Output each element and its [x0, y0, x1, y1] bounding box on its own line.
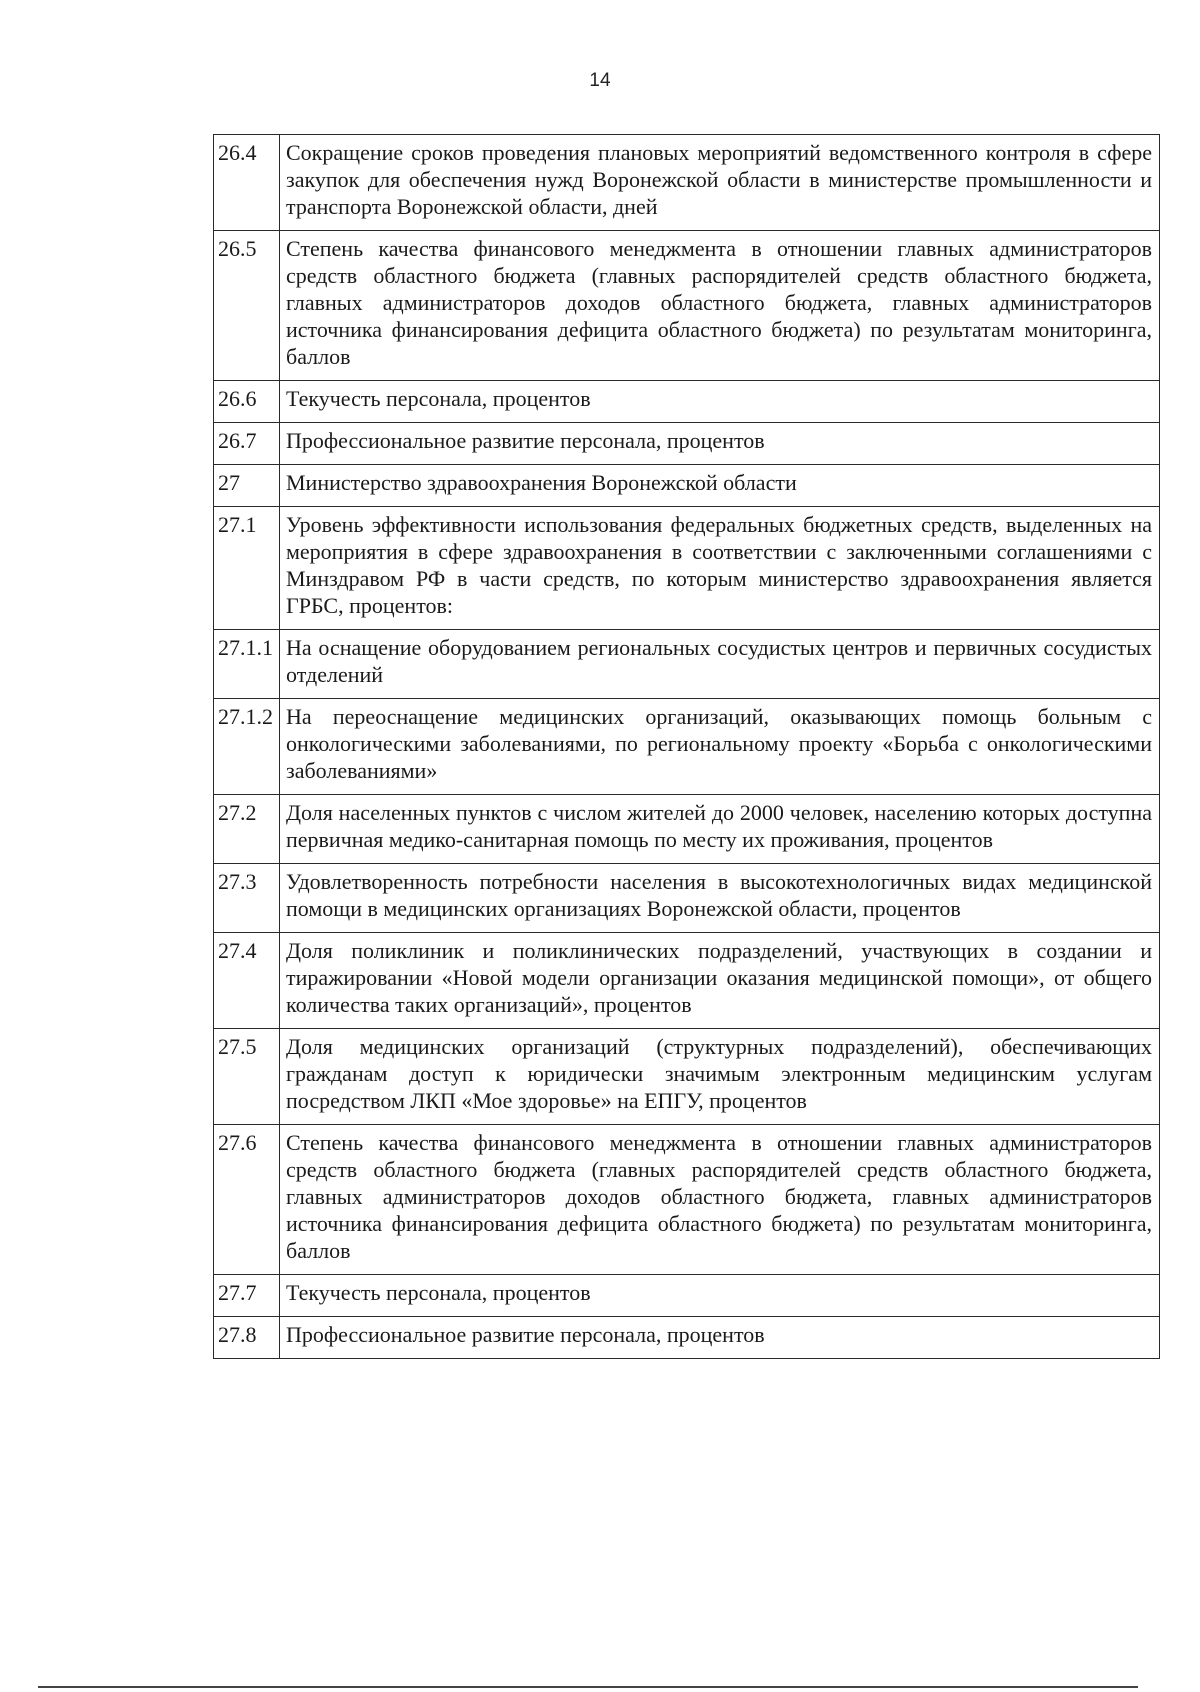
table-row [214, 1275, 1160, 1317]
row-number: 26.5 [214, 231, 280, 381]
table-row [214, 795, 1160, 864]
row-text: Профессиональное развитие персонала, процентов [280, 1317, 1160, 1359]
row-text: На оснащение оборудованием региональных сосудистых центров и первичных сосудистых отделений [280, 630, 1160, 699]
row-number: 26.6 [214, 381, 280, 423]
page-number: 14 [589, 70, 611, 91]
row-text: На переоснащение медицинских организаций, оказывающих помощь больным с онкологическими заболеваниями, по региональному проекту «Борьба с онкологическими заболеваниями» [280, 699, 1160, 795]
row-text: Доля медицинских организаций (структурных подразделений), обеспечивающих гражданам доступ к юридически значимым электронным медицинским услугам посредством ЛКП «Мое здоровье» на ЕПГУ, процентов [280, 1029, 1160, 1125]
table-row [214, 630, 1160, 699]
table-row [214, 507, 1160, 630]
table-row [214, 1029, 1160, 1125]
row-number: 27.3 [214, 864, 280, 933]
row-number: 27.5 [214, 1029, 280, 1125]
row-text: Профессиональное развитие персонала, процентов [280, 423, 1160, 465]
table-row [214, 933, 1160, 1029]
scan-edge-line [38, 1686, 1138, 1688]
row-number: 27.7 [214, 1275, 280, 1317]
row-number: 27.8 [214, 1317, 280, 1359]
row-number: 27.2 [214, 795, 280, 864]
table-row [214, 465, 1160, 507]
table-row [214, 1125, 1160, 1275]
row-number: 27.1.2 [214, 699, 280, 795]
row-number: 27.6 [214, 1125, 280, 1275]
row-text: Удовлетворенность потребности населения в высокотехнологичных видах медицинской помощи в медицинских организациях Воронежской области, процентов [280, 864, 1160, 933]
row-text: Уровень эффективности использования федеральных бюджетных средств, выделенных на мероприятия в сфере здравоохранения в соответствии с заключенными соглашениями с Минздравом РФ в части средств, по которым министерство здравоохранения является ГРБС, процентов: [280, 507, 1160, 630]
row-number: 26.4 [214, 135, 280, 231]
row-text: Доля населенных пунктов с числом жителей до 2000 человек, населению которых доступна первичная медико-санитарная помощь по месту их проживания, процентов [280, 795, 1160, 864]
row-text: Доля поликлиник и поликлинических подразделений, участвующих в создании и тиражировании «Новой модели организации оказания медицинской помощи», от общего количества таких организаций», процентов [280, 933, 1160, 1029]
row-text: Сокращение сроков проведения плановых мероприятий ведомственного контроля в сфере закупок для обеспечения нужд Воронежской области в министерстве промышленности и транспорта Воронежской области, дней [280, 135, 1160, 231]
row-number: 26.7 [214, 423, 280, 465]
indicators-table-body [214, 135, 1160, 1359]
row-text: Степень качества финансового менеджмента в отношении главных администраторов средств областного бюджета (главных распорядителей средств областного бюджета, главных администраторов доходов областного бюджета, главных администраторов источника финансирования дефицита областного бюджета) по результатам мониторинга, баллов [280, 1125, 1160, 1275]
table-row [214, 381, 1160, 423]
row-number: 27.1 [214, 507, 280, 630]
row-number: 27.4 [214, 933, 280, 1029]
row-text: Текучесть персонала, процентов [280, 1275, 1160, 1317]
table-row [214, 1317, 1160, 1359]
table-row [214, 135, 1160, 231]
row-text: Министерство здравоохранения Воронежской области [280, 465, 1160, 507]
row-text: Текучесть персонала, процентов [280, 381, 1160, 423]
row-text: Степень качества финансового менеджмента в отношении главных администраторов средств областного бюджета (главных распорядителей средств областного бюджета, главных администраторов доходов областного бюджета, главных администраторов источника финансирования дефицита областного бюджета) по результатам мониторинга, баллов [280, 231, 1160, 381]
indicators-table [213, 134, 1160, 1359]
table-row [214, 423, 1160, 465]
table-row [214, 864, 1160, 933]
row-number: 27 [214, 465, 280, 507]
table-row [214, 231, 1160, 381]
row-number: 27.1.1 [214, 630, 280, 699]
table-row [214, 699, 1160, 795]
